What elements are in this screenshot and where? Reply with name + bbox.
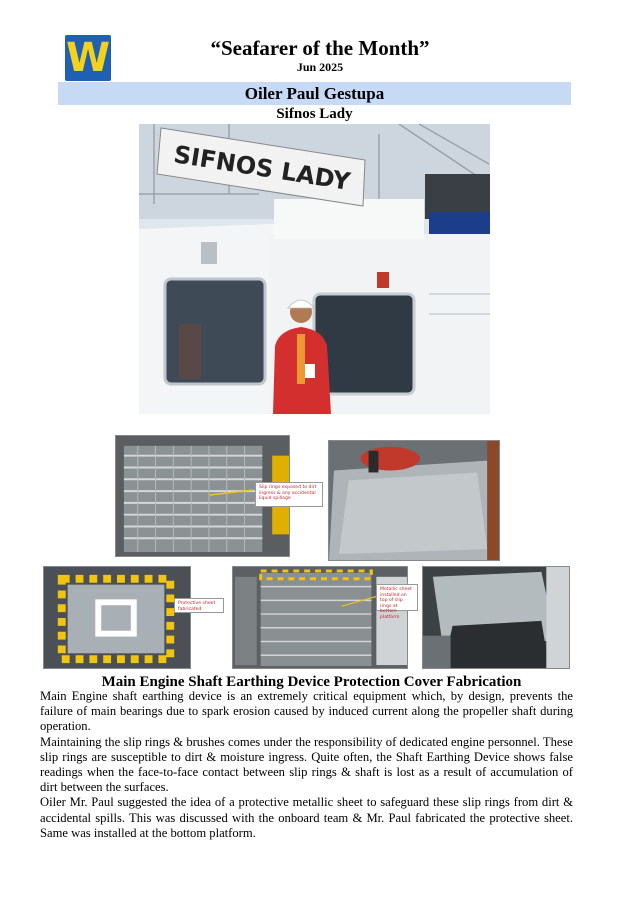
company-logo <box>65 35 111 81</box>
main-photo <box>139 124 490 414</box>
article-paragraph: Main Engine shaft earthing device is an extremely critical equipment which, by design, prevents the failure of main bearings due to spark erosion caused by induced current along the propeller shaft during operation. <box>40 689 573 734</box>
logo-letter: W <box>65 35 111 81</box>
nominee-name: Oiler Paul Gestupa <box>244 84 385 103</box>
callout-protective-sheet: Protective sheet fabricated <box>174 598 224 613</box>
underside-photo <box>422 566 570 669</box>
nominee-name-bar <box>58 82 571 105</box>
sheet-fabrication-photo <box>328 440 500 561</box>
article-title: Main Engine Shaft Earthing Device Protection Cover Fabrication <box>101 674 522 690</box>
article-body <box>40 689 573 841</box>
protective-sheet-photo <box>43 566 191 669</box>
ship-sign-text: SIFNOS LADY <box>171 140 353 196</box>
article-paragraph: Oiler Mr. Paul suggested the idea of a protective metallic sheet to safeguard these slip rings from dirt & accidental spills. This was discussed with the onboard team & Mr. Paul fabricated the protective sheet. Same was installed at the bottom platform. <box>40 795 573 840</box>
article-paragraph: Maintaining the slip rings & brushes comes under the responsibility of dedicated engine personnel. These slip rings are susceptible to dirt & moisture ingress. Quite often, the Shaft Earthing Device shows false readings when the face-to-face contact between slip rings & shaft is lost as a result of accumulation of dirt between the surfaces. <box>40 734 573 795</box>
page-title: “Seafarer of the Month” <box>210 36 430 60</box>
callout-metallic-sheet: Metallic sheet installed on top of slip rings at bottom platform <box>376 584 418 611</box>
callout-slip-rings: Slip rings exposed to dirt ingress & any accidental liquid spillage <box>255 482 323 507</box>
issue-date: Jun 2025 <box>296 60 344 74</box>
vessel-name: Sifnos Lady <box>276 106 353 122</box>
